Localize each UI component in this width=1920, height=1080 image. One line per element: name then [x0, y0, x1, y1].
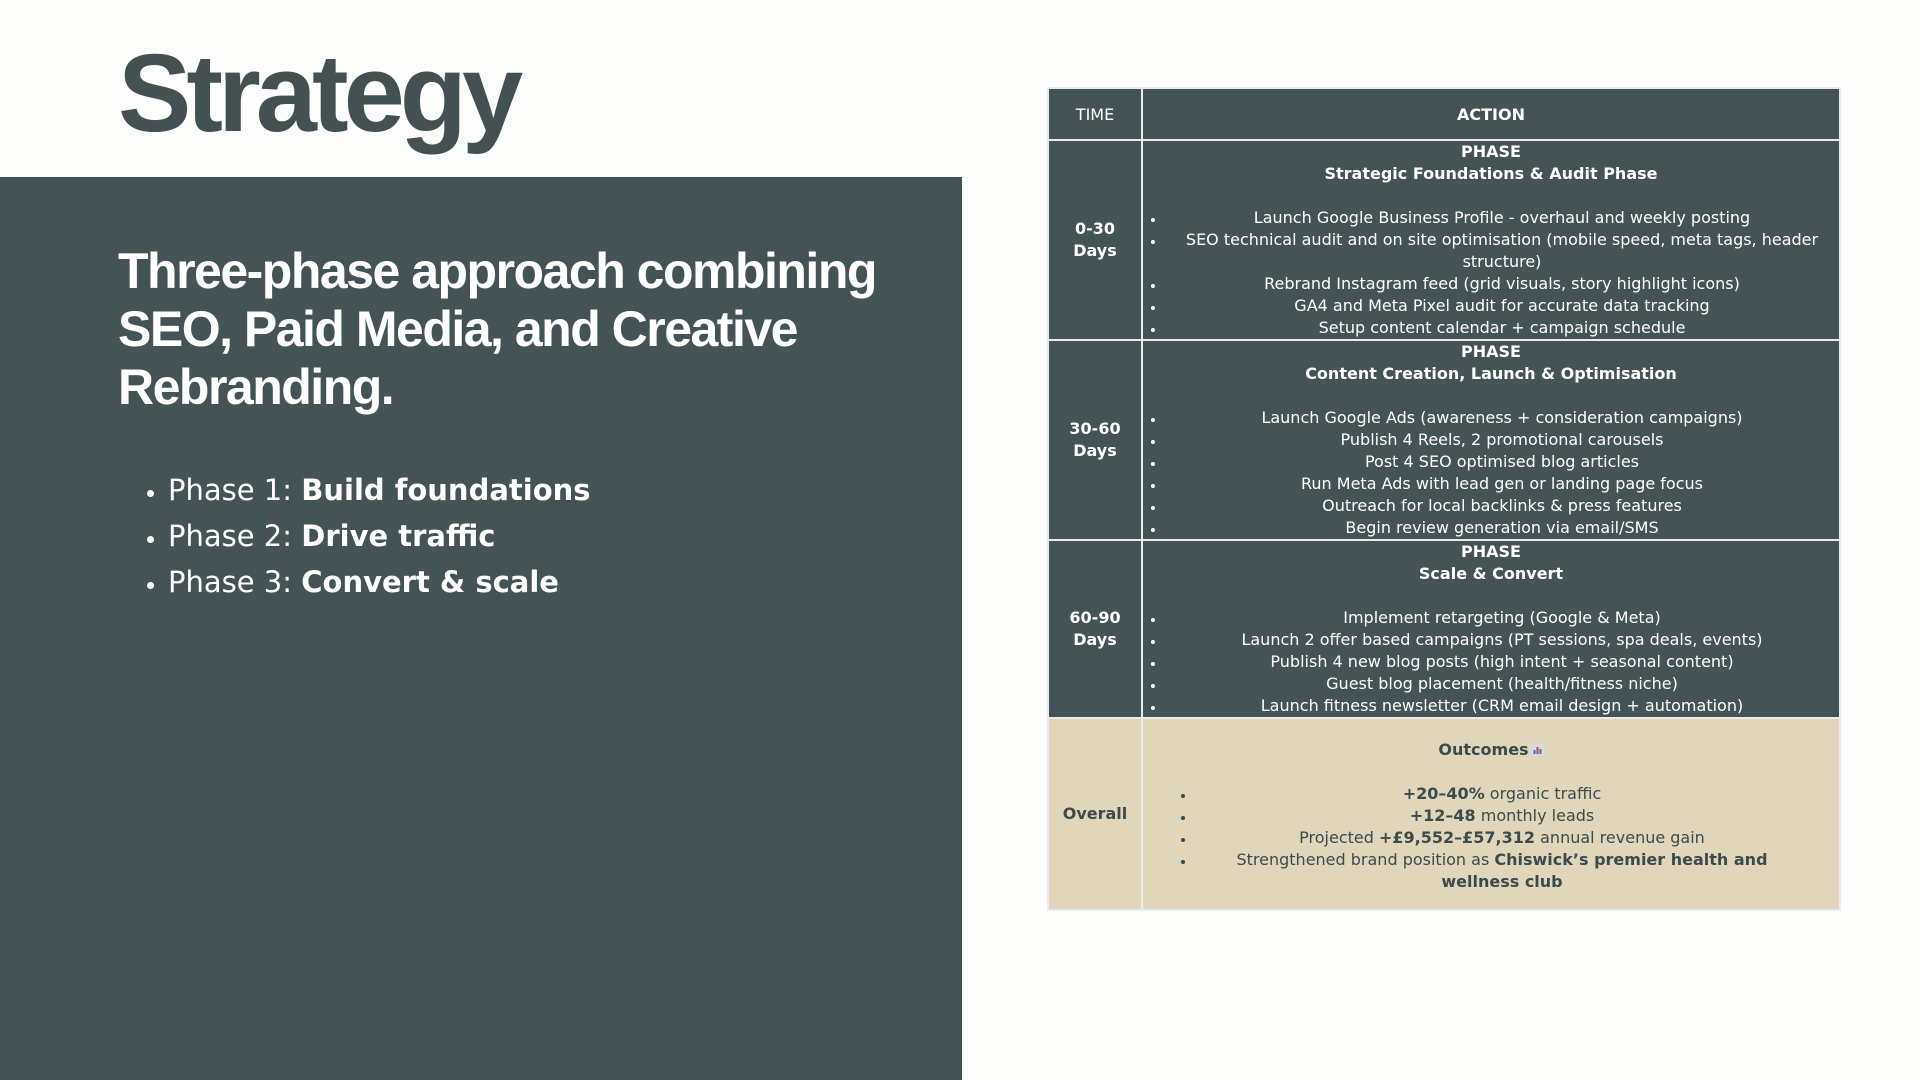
left-panel	[0, 177, 962, 1080]
time-range: 0-30	[1074, 219, 1116, 238]
outcome-item	[1195, 783, 1809, 805]
outcome-prefix: Strengthened brand position as	[1236, 850, 1495, 869]
time-unit: Days	[1073, 241, 1117, 260]
time-cell	[1048, 540, 1142, 718]
action-item: • Launch Google Business Profile - overhaul and weekly posting	[1165, 207, 1839, 229]
slide-title: Strategy	[118, 32, 519, 155]
table-row-phase-3	[1048, 540, 1840, 718]
phase-summary-goal: Drive traffic	[301, 519, 496, 553]
action-item: • Rebrand Instagram feed (grid visuals, story highlight icons)	[1165, 273, 1839, 295]
phase-label: PHASE	[1461, 542, 1521, 561]
phase-label: PHASE	[1461, 342, 1521, 361]
outcome-metric: Chiswick’s premier health and wellness club	[1441, 850, 1768, 891]
strategy-timeline-table	[1047, 87, 1841, 911]
action-item: • Run Meta Ads with lead gen or landing page focus	[1165, 473, 1839, 495]
outcomes-list	[1173, 783, 1809, 893]
action-item: • GA4 and Meta Pixel audit for accurate data tracking	[1165, 295, 1839, 317]
phase-summary-goal: Convert & scale	[301, 565, 559, 599]
action-item: • Publish 4 Reels, 2 promotional carousels	[1165, 429, 1839, 451]
outcome-item	[1195, 805, 1809, 827]
action-item: • Setup content calendar + campaign schedule	[1165, 317, 1839, 339]
phase-name: Scale & Convert	[1418, 564, 1564, 583]
time-column-header: TIME	[1048, 88, 1142, 140]
phase-name: Strategic Foundations & Audit Phase	[1324, 164, 1658, 183]
action-list	[1143, 207, 1839, 339]
action-list	[1143, 607, 1839, 717]
table-row-phase-1	[1048, 140, 1840, 340]
outcome-suffix: monthly leads	[1475, 806, 1595, 825]
action-item: • Outreach for local backlinks & press features	[1165, 495, 1839, 517]
phase-name: Content Creation, Launch & Optimisation	[1305, 364, 1677, 383]
slide-subtitle: Three-phase approach combining SEO, Paid Media, and Creative Rebranding.	[118, 243, 876, 415]
time-unit: Days	[1073, 441, 1117, 460]
phase-label: PHASE	[1461, 142, 1521, 161]
phase-summary-goal: Build foundations	[301, 473, 591, 507]
outcome-suffix: organic traffic	[1484, 784, 1602, 803]
action-item: • Post 4 SEO optimised blog articles	[1165, 451, 1839, 473]
action-item: • Guest blog placement (health/fitness niche)	[1165, 673, 1839, 695]
phase-summary-prefix: Phase 3:	[168, 565, 302, 599]
table-row-overall	[1048, 718, 1840, 910]
phase-summary-prefix: Phase 1:	[168, 473, 302, 507]
time-range: 60-90	[1069, 608, 1121, 627]
outcomes-cell	[1142, 718, 1840, 910]
outcome-metric: +£9,552–£57,312	[1379, 828, 1536, 847]
outcome-suffix: annual revenue gain	[1535, 828, 1705, 847]
phase-summary-item	[168, 513, 591, 559]
phase-summary-prefix: Phase 2:	[168, 519, 302, 553]
outcome-item	[1195, 849, 1809, 893]
outcomes-title: Outcomes	[1438, 740, 1529, 759]
action-item: • SEO technical audit and on site optimisation (mobile speed, meta tags, header structure)	[1165, 229, 1839, 273]
action-item: • Implement retargeting (Google & Meta)	[1165, 607, 1839, 629]
time-cell	[1048, 140, 1142, 340]
outcome-item	[1195, 827, 1809, 849]
action-list	[1143, 407, 1839, 539]
action-item: • Launch 2 offer based campaigns (PT sessions, spa deals, events)	[1165, 629, 1839, 651]
action-item: • Publish 4 new blog posts (high intent + seasonal content)	[1165, 651, 1839, 673]
action-column-header: ACTION	[1142, 88, 1840, 140]
outcome-metric: +12–48	[1409, 806, 1476, 825]
outcome-metric: +20–40%	[1402, 784, 1485, 803]
outcomes-heading	[1173, 739, 1809, 761]
table-row-phase-2	[1048, 340, 1840, 540]
time-range: 30-60	[1069, 419, 1121, 438]
action-cell	[1142, 340, 1840, 540]
table-header-row	[1048, 88, 1840, 140]
time-cell	[1048, 340, 1142, 540]
bar-chart-icon	[1531, 743, 1544, 756]
action-item: • Begin review generation via email/SMS	[1165, 517, 1839, 539]
time-unit: Days	[1073, 630, 1117, 649]
phase-summary-item	[168, 467, 591, 513]
overall-time-cell: Overall	[1048, 718, 1142, 910]
phase-summary-item	[168, 559, 591, 605]
action-cell	[1142, 540, 1840, 718]
action-item: • Launch Google Ads (awareness + consideration campaigns)	[1165, 407, 1839, 429]
outcome-prefix: Projected	[1299, 828, 1379, 847]
phase-summary-list	[140, 467, 591, 605]
action-cell	[1142, 140, 1840, 340]
action-item: • Launch fitness newsletter (CRM email design + automation)	[1165, 695, 1839, 717]
